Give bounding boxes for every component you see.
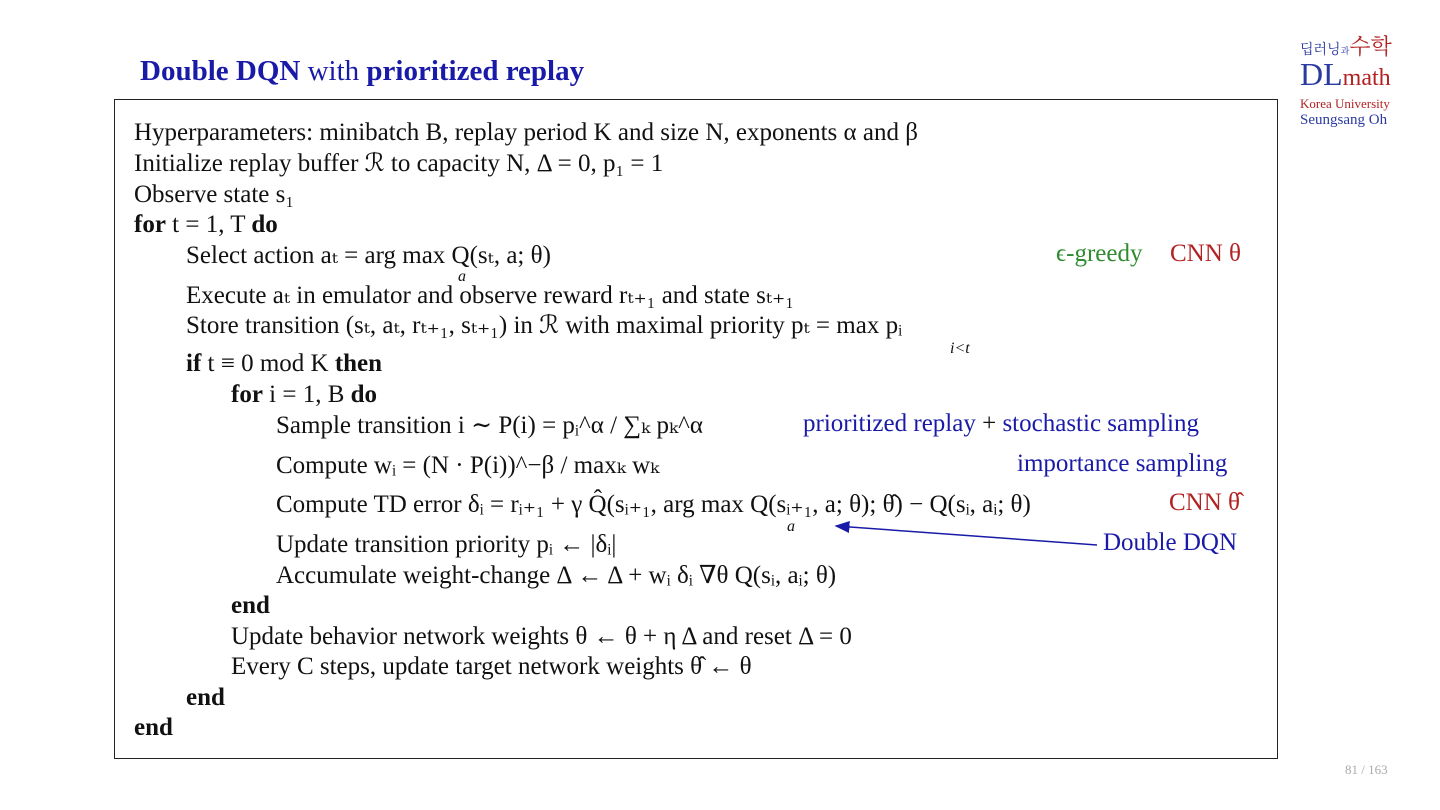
logo-korean-deeplearning: 딥러닝	[1300, 42, 1341, 58]
kw-end-inner-for: end	[231, 592, 270, 619]
logo-university: Korea University	[1300, 96, 1390, 111]
arrow-line	[836, 526, 1097, 545]
algo-line-update-behavior: Update behavior network weights θ ← θ + η Δ and reset Δ = 0	[231, 623, 852, 650]
kw-do: do	[251, 211, 278, 238]
annotation-cnn-theta: CNN θ	[1170, 240, 1242, 267]
td-argmax-subscript-a: a	[787, 518, 795, 535]
algo-line-sample: Sample transition i ∼ P(i) = pᵢ^α / ∑ₖ pₖ^α	[276, 412, 703, 439]
argmax-subscript-a: a	[458, 268, 466, 285]
algo-line-observe: Observe state s₁	[134, 181, 295, 208]
kw-for: for	[134, 211, 166, 238]
algo-line-update-target: Every C steps, update target network weights θ̂ ← θ	[231, 653, 752, 680]
algo-line-store: Store transition (sₜ, aₜ, rₜ₊₁, sₜ₊₁) in ℛ with maximal priority pₜ = max pᵢ	[186, 312, 903, 339]
annotation-prioritized-replay: prioritized replay	[803, 410, 976, 437]
logo-korean-and: 과	[1340, 47, 1350, 57]
for-t-range: t = 1, T	[165, 211, 252, 238]
title-double-dqn: Double DQN	[140, 55, 301, 87]
algo-line-td-error: Compute TD error δᵢ = rᵢ₊₁ + γ Q̂(sᵢ₊₁, arg max Q(sᵢ₊₁, a; θ); θ̂) − Q(sᵢ, aᵢ; θ)	[276, 491, 1031, 518]
logo-korean-math: 수학	[1349, 35, 1392, 60]
algo-line-accumulate: Accumulate weight-change Δ ← Δ + wᵢ δᵢ ∇θ Q(sᵢ, aᵢ; θ)	[276, 562, 837, 589]
algo-line-execute: Execute aₜ in emulator and observe reward rₜ₊₁ and state sₜ₊₁	[186, 282, 794, 309]
if-condition: t ≡ 0 mod K	[201, 350, 335, 377]
algo-line-compute-w: Compute wᵢ = (N · P(i))^−β / maxₖ wₖ	[276, 452, 660, 479]
annotation-stochastic-sampling: stochastic sampling	[1002, 410, 1199, 437]
algo-line-update-priority: Update transition priority pᵢ ← |δᵢ|	[276, 531, 617, 558]
annotation-importance-sampling: importance sampling	[1017, 450, 1228, 477]
kw-then: then	[334, 350, 383, 377]
annotation-plus: +	[975, 410, 1003, 437]
page-number: 81 / 163	[1345, 762, 1388, 777]
title-prioritized-replay: prioritized replay	[366, 55, 585, 87]
kw-do-inner: do	[350, 381, 378, 408]
algo-line-initialize: Initialize replay buffer ℛ to capacity N, Δ = 0, p₁ = 1	[134, 150, 664, 177]
for-i-range: i = 1, B	[262, 381, 351, 408]
kw-for-inner: for	[231, 381, 263, 408]
logo-math: math	[1342, 65, 1391, 91]
title-with: with	[300, 55, 367, 87]
kw-end-if: end	[186, 684, 225, 711]
kw-if: if	[186, 350, 202, 377]
annotation-cnn-theta-hat: CNN θ̂	[1169, 489, 1241, 516]
logo-dl: DL	[1300, 56, 1343, 92]
annotation-double-dqn: Double DQN	[1103, 529, 1238, 556]
algo-line-hyperparameters: Hyperparameters: minibatch B, replay period K and size N, exponents α and β	[134, 119, 918, 146]
logo-author: Seungsang Oh	[1300, 112, 1388, 128]
kw-end-outer-for: end	[134, 714, 173, 741]
max-subscript-i-lt-t: i<t	[950, 340, 970, 357]
select-action-text: Select action aₜ = arg max Q(sₜ, a; θ)	[186, 242, 551, 269]
annotation-epsilon-greedy: ϵ-greedy	[1056, 240, 1143, 267]
